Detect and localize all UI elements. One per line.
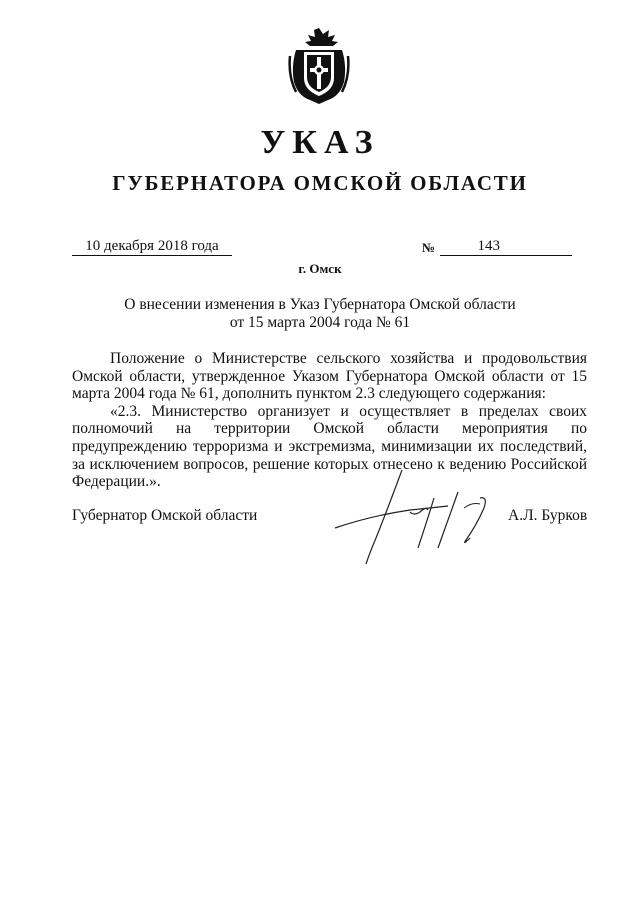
number-sign: № xyxy=(422,240,436,255)
decree-number: 143 xyxy=(477,238,500,254)
city-label: г. Омск xyxy=(298,261,342,276)
heading-line-2: от 15 марта 2004 года № 61 xyxy=(229,314,411,331)
decree-heading xyxy=(100,296,540,332)
signatory-name: А.Л. Бурков xyxy=(508,507,588,524)
omsk-oblast-coat-of-arms-icon xyxy=(288,26,350,106)
heading-line-1: О внесении изменения в Указ Губернатора Омской области xyxy=(124,296,516,313)
handwritten-signature xyxy=(330,468,510,568)
document-title: УКАЗ xyxy=(260,124,380,161)
signatory-position: Губернатор Омской области xyxy=(72,507,258,524)
document-subtitle: ГУБЕРНАТОРА ОМСКОЙ ОБЛАСТИ xyxy=(112,171,528,195)
body-paragraph-1: Положение о Министерстве сельского хозяйства и продовольствия Омской области, утвержденное Указом Губернатора Омской области от 15 марта 2004 года № 61, дополнить пунктом 2.3 следующего содержания: xyxy=(72,350,587,403)
decree-number-field xyxy=(440,238,572,256)
body-paragraph-2: «2.3. Министерство организует и осуществляет в пределах своих полномочий на территории Омской области мероприятия по предупреждению терроризма и экстремизма, минимизации их последствий, за исключением вопросов, решение которых отнесено к ведению Российской Федерации.». xyxy=(72,402,587,491)
decree-date: 10 декабря 2018 года xyxy=(72,238,232,256)
